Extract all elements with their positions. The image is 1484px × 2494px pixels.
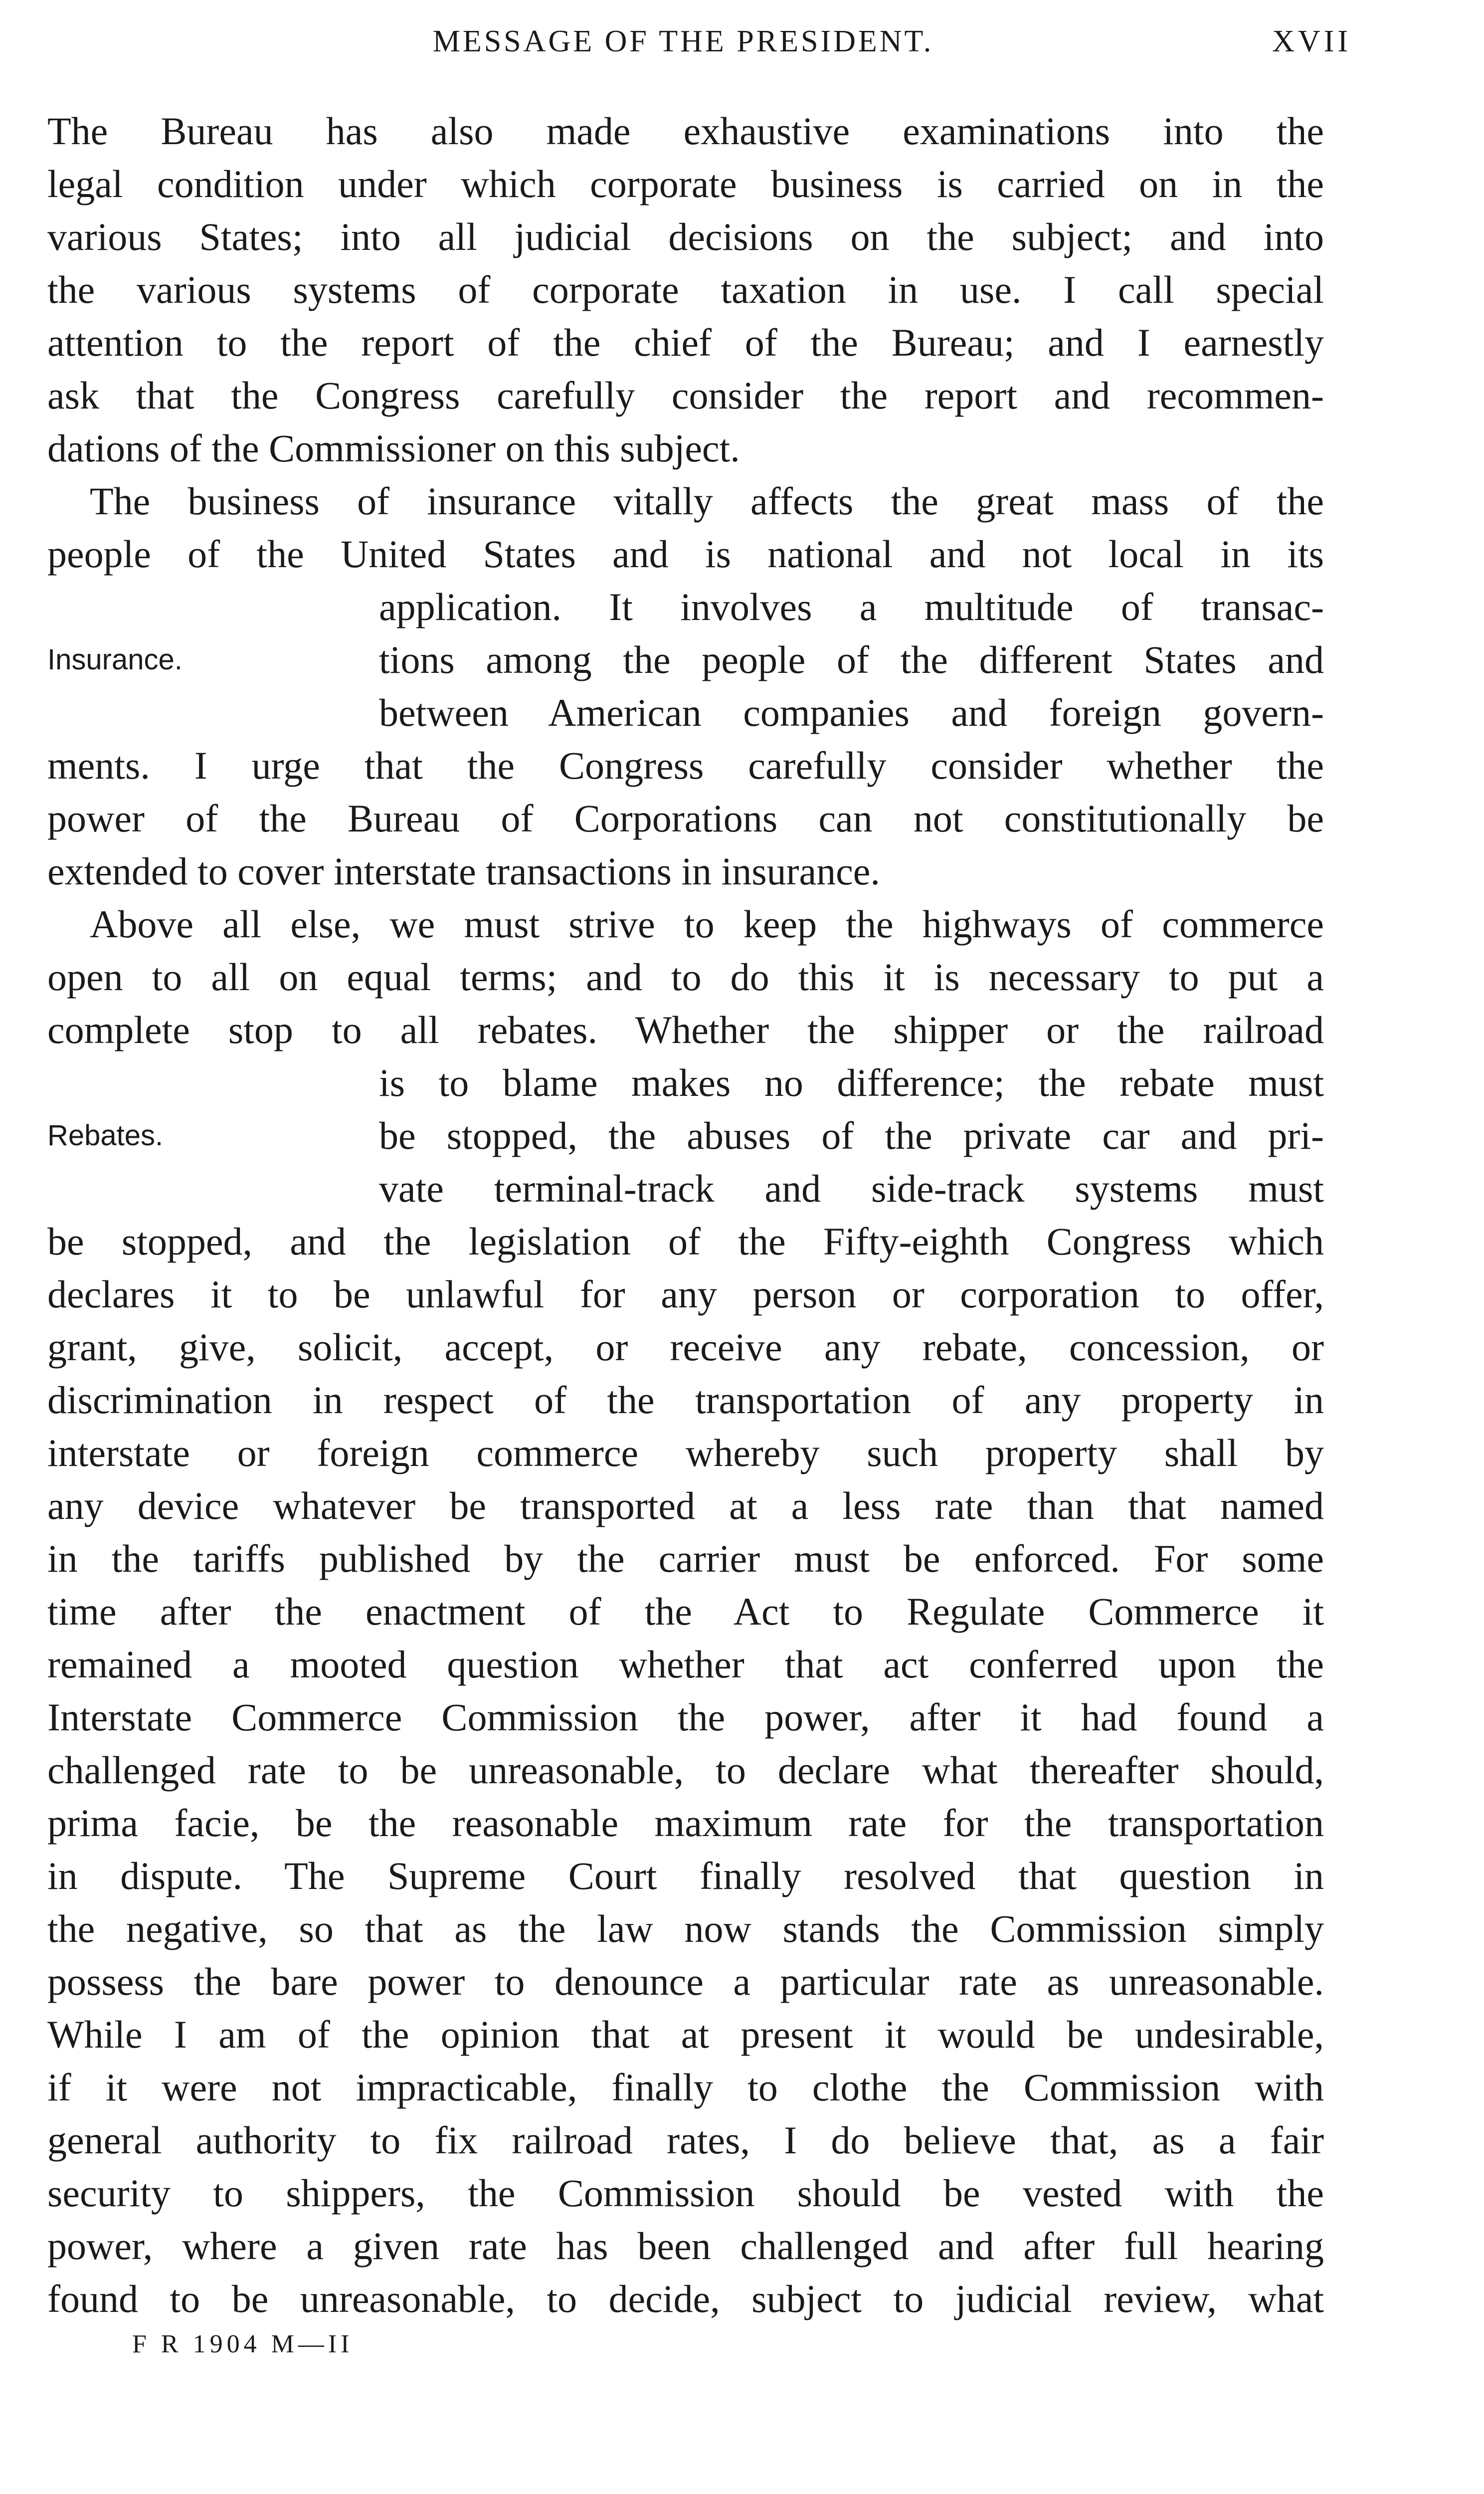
text-line: the negative, so that as the law now stands the Commission simply xyxy=(47,1907,1324,1950)
text-line: between American companies and foreign govern- xyxy=(379,691,1324,734)
text-line: extended to cover interstate transactions in insurance. xyxy=(47,849,880,893)
text-line: power of the Bureau of Corporations can not constitutionally be xyxy=(47,797,1324,840)
text-line: if it were not impracticable, finally to clothe the Commission with xyxy=(47,2066,1324,2109)
text-line: various States; into all judicial decisions on the subject; and into xyxy=(47,215,1324,258)
text-line: Interstate Commerce Commission the power, after it had found a xyxy=(47,1695,1324,1739)
text-line: Above all else, we must strive to keep the highways of commerce xyxy=(90,902,1324,946)
text-line: in dispute. The Supreme Court finally resolved that question in xyxy=(47,1854,1324,1897)
text-line: The Bureau has also made exhaustive examinations into the xyxy=(47,109,1324,153)
text-line: security to shippers, the Commission should be vested with the xyxy=(47,2171,1324,2215)
text-line: vate terminal-track and side-track systems must xyxy=(379,1167,1324,1210)
text-line: ments. I urge that the Congress carefully consider whether the xyxy=(47,744,1324,787)
text-line: general authority to fix railroad rates, I do believe that, as a fair xyxy=(47,2118,1324,2162)
text-line: declares it to be unlawful for any person or corporation to offer, xyxy=(47,1272,1324,1316)
text-line: prima facie, be the reasonable maximum rate for the transportation xyxy=(47,1801,1324,1845)
text-line: legal condition under which corporate business is carried on in the xyxy=(47,162,1324,206)
text-line: remained a mooted question whether that act conferred upon the xyxy=(47,1643,1324,1686)
margin-note-insurance: Insurance. xyxy=(47,643,183,676)
text-line: power, where a given rate has been challenged and after full hearing xyxy=(47,2224,1324,2268)
text-line: is to blame makes no difference; the rebate must xyxy=(379,1061,1324,1104)
text-line: application. It involves a multitude of transac- xyxy=(379,585,1324,628)
running-header: MESSAGE OF THE PRESIDENT. xyxy=(432,24,934,58)
text-line: be stopped, and the legislation of the Fifty-eighth Congress which xyxy=(47,1220,1324,1263)
text-line: complete stop to all rebates. Whether the shipper or the railroad xyxy=(47,1008,1324,1051)
text-line: be stopped, the abuses of the private car and pri- xyxy=(379,1114,1324,1157)
text-line: ask that the Congress carefully consider the report and recommen- xyxy=(47,374,1324,417)
text-line: interstate or foreign commerce whereby such property shall by xyxy=(47,1431,1324,1474)
text-line: open to all on equal terms; and to do this it is necessary to put a xyxy=(47,955,1324,999)
signature-mark: F R 1904 M—II xyxy=(132,2330,354,2358)
text-line: time after the enactment of the Act to Regulate Commerce it xyxy=(47,1590,1324,1633)
text-line: any device whatever be transported at a less rate than that named xyxy=(47,1484,1324,1527)
text-line: challenged rate to be unreasonable, to declare what thereafter should, xyxy=(47,1748,1324,1792)
text-line: attention to the report of the chief of the Bureau; and I earnestly xyxy=(47,321,1324,364)
text-line: tions among the people of the different States and xyxy=(379,638,1324,681)
text-line: possess the bare power to denounce a particular rate as unreasonable. xyxy=(47,1960,1324,2003)
text-line: dations of the Commissioner on this subject. xyxy=(47,426,740,470)
text-line: people of the United States and is national and not local in its xyxy=(47,532,1324,576)
margin-note-rebates: Rebates. xyxy=(47,1119,164,1152)
text-line: the various systems of corporate taxation in use. I call special xyxy=(47,268,1324,311)
text-line: The business of insurance vitally affects the great mass of the xyxy=(90,479,1324,523)
text-line: While I am of the opinion that at present it would be undesirable, xyxy=(47,2013,1324,2056)
text-line: in the tariffs published by the carrier must be enforced. For some xyxy=(47,1537,1324,1580)
page-number: XVII xyxy=(1272,24,1351,58)
text-line: found to be unreasonable, to decide, subject to judicial review, what xyxy=(47,2277,1324,2320)
text-line: grant, give, solicit, accept, or receive any rebate, concession, or xyxy=(47,1325,1324,1369)
text-line: discrimination in respect of the transportation of any property in xyxy=(47,1378,1324,1422)
